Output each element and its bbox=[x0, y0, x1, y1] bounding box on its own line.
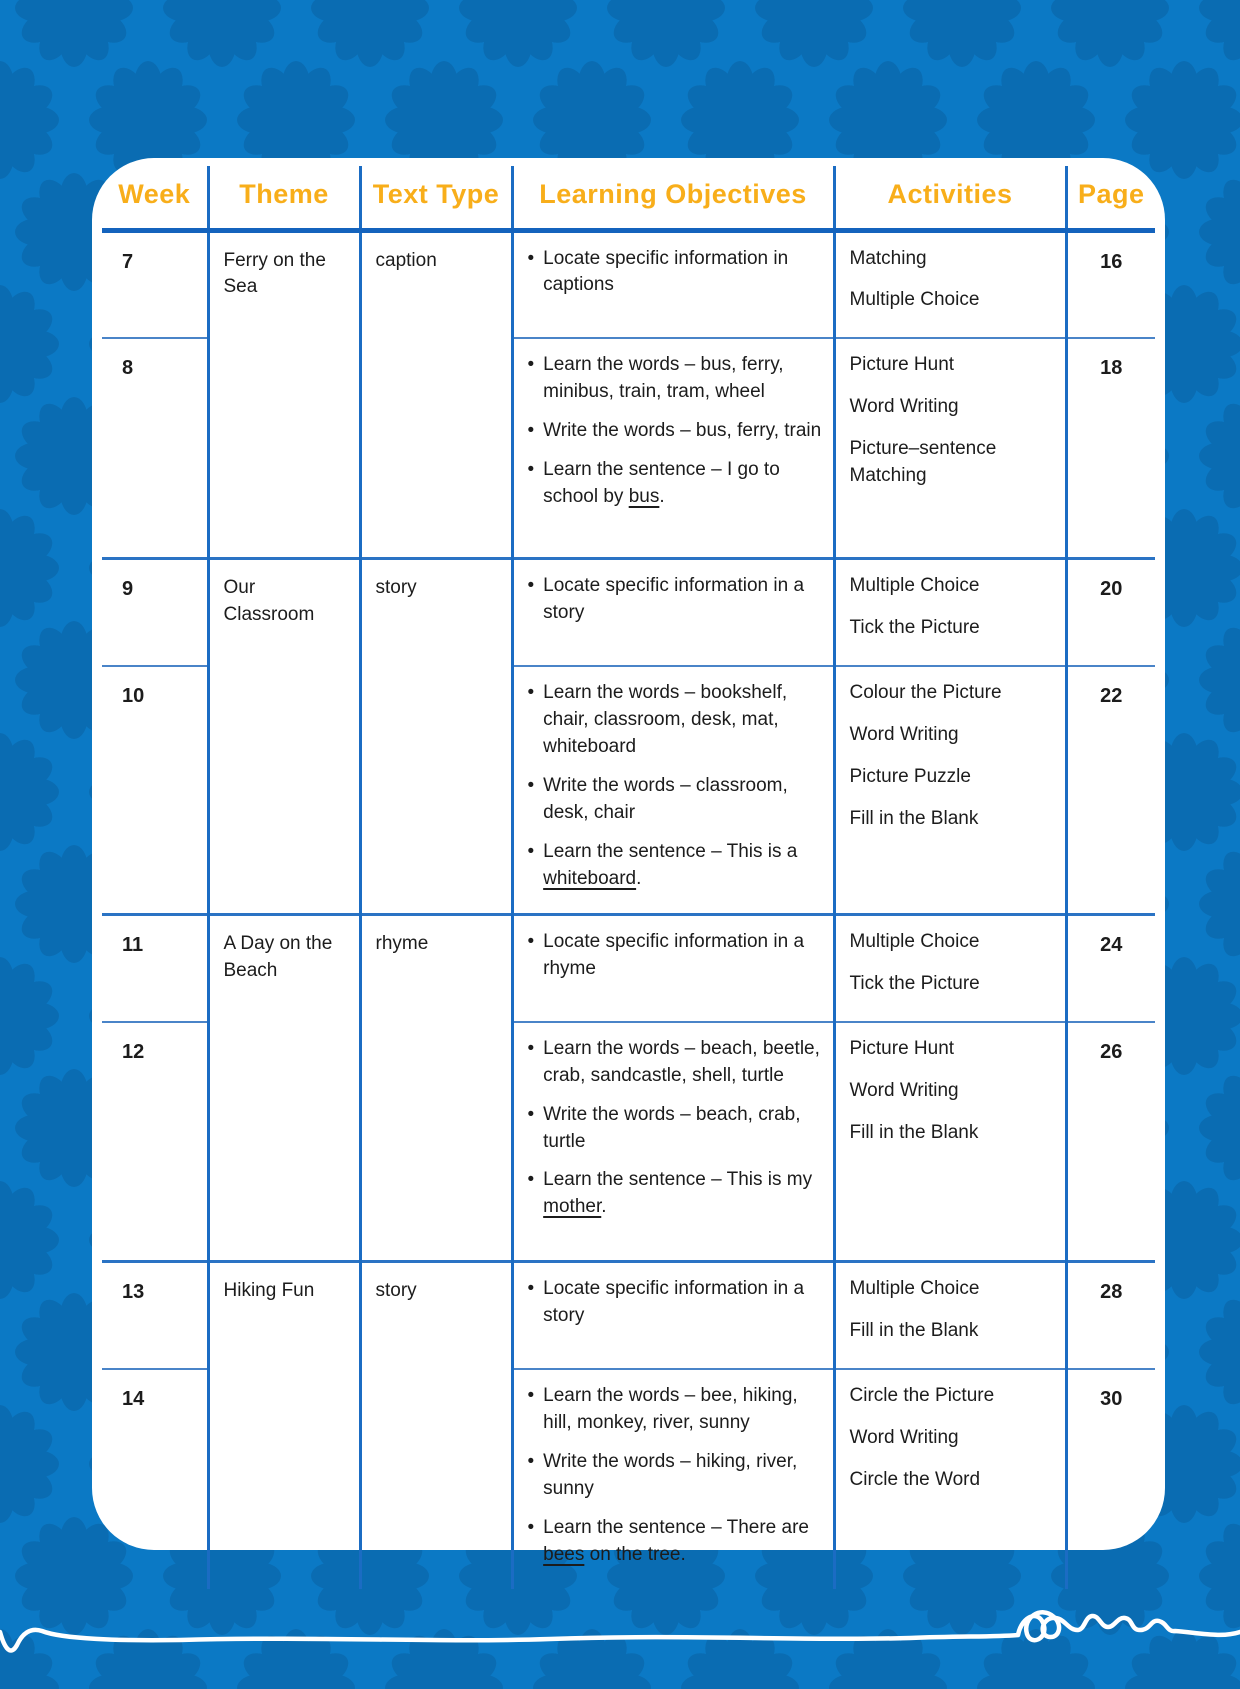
column-header-learning-objectives: Learning Objectives bbox=[512, 166, 834, 230]
objective-segment: Learn the sentence – I go to school by bbox=[543, 459, 780, 508]
objective-text bbox=[543, 457, 824, 511]
bullet-icon: • bbox=[527, 930, 535, 952]
text-type-cell: caption bbox=[360, 230, 512, 558]
column-header-week: Week bbox=[102, 166, 208, 230]
theme-cell: Hiking Fun bbox=[208, 1262, 360, 1589]
table-row-week-9 bbox=[102, 558, 1155, 665]
objective-text bbox=[543, 839, 824, 893]
page-cell: 20 bbox=[1066, 558, 1155, 665]
activity-item: Word Writing bbox=[849, 723, 959, 745]
column-header-activities: Activities bbox=[834, 166, 1066, 230]
objective-item bbox=[528, 1276, 825, 1330]
objectives-cell bbox=[512, 666, 834, 914]
activity-item: Fill in the Blank bbox=[849, 1121, 979, 1143]
objective-item bbox=[528, 680, 825, 761]
activity-item: Multiple Choice bbox=[849, 1278, 980, 1300]
bullet-icon: • bbox=[527, 420, 535, 442]
objective-item bbox=[528, 246, 825, 300]
objective-text bbox=[543, 1167, 824, 1221]
activities-cell bbox=[834, 558, 1066, 665]
objective-text bbox=[543, 929, 824, 983]
activities-cell bbox=[834, 230, 1066, 338]
objective-text bbox=[543, 1036, 824, 1090]
underlined-word: whiteboard bbox=[543, 867, 637, 889]
objective-text bbox=[543, 246, 824, 300]
activity-item: Picture Puzzle bbox=[849, 765, 971, 787]
objective-item bbox=[528, 1102, 825, 1156]
contents-table-card bbox=[92, 158, 1165, 1565]
objective-item bbox=[528, 1167, 825, 1221]
objective-text bbox=[543, 1276, 824, 1330]
week-cell: 13 bbox=[102, 1262, 208, 1369]
decorative-squiggle-line bbox=[0, 1598, 1240, 1688]
activity-item: Tick the Picture bbox=[849, 616, 980, 638]
activities-cell bbox=[834, 1022, 1066, 1262]
bullet-icon: • bbox=[527, 574, 535, 596]
week-cell: 8 bbox=[102, 338, 208, 558]
activity-item: Word Writing bbox=[849, 396, 959, 418]
column-header-page: Page bbox=[1066, 166, 1155, 230]
objective-text bbox=[543, 773, 824, 827]
objective-item bbox=[528, 1036, 825, 1090]
page-cell: 18 bbox=[1066, 338, 1155, 558]
objective-segment: Learn the sentence – This is a bbox=[543, 840, 798, 862]
objective-segment: Learn the sentence – There are bbox=[543, 1516, 809, 1538]
bullet-icon: • bbox=[527, 354, 535, 376]
objective-segment: . bbox=[636, 867, 642, 889]
page-cell: 26 bbox=[1066, 1022, 1155, 1262]
objective-segment: Locate specific information in a story bbox=[543, 574, 805, 623]
objective-segment: . bbox=[659, 486, 665, 508]
theme-cell: Ferry on the Sea bbox=[208, 230, 360, 558]
objective-segment: Learn the words – bee, hiking, hill, monkey, river, sunny bbox=[543, 1385, 798, 1433]
page-cell: 28 bbox=[1066, 1262, 1155, 1369]
week-cell: 9 bbox=[102, 558, 208, 665]
activity-item: Picture Hunt bbox=[849, 1037, 955, 1059]
bullet-icon: • bbox=[527, 247, 535, 269]
activity-item: Picture Hunt bbox=[849, 354, 955, 376]
activity-item: Circle the Word bbox=[849, 1468, 981, 1490]
objective-segment: Write the words – beach, crab, turtle bbox=[543, 1103, 801, 1152]
bullet-icon: • bbox=[527, 1169, 535, 1191]
objective-segment: Learn the words – bus, ferry, minibus, train, tram, wheel bbox=[543, 354, 784, 403]
activity-item: Multiple Choice bbox=[849, 930, 980, 952]
week-cell: 14 bbox=[102, 1369, 208, 1589]
activities-cell bbox=[834, 914, 1066, 1021]
theme-cell: A Day on the Beach bbox=[208, 914, 360, 1261]
objective-item bbox=[528, 418, 825, 445]
activity-item: Fill in the Blank bbox=[849, 807, 979, 829]
objective-segment: Locate specific information in a story bbox=[543, 1278, 805, 1327]
underlined-word: bus bbox=[628, 486, 660, 508]
objective-item bbox=[528, 1449, 825, 1503]
objective-text bbox=[543, 680, 824, 761]
bullet-icon: • bbox=[527, 1450, 535, 1472]
week-cell: 11 bbox=[102, 914, 208, 1021]
page-cell: 24 bbox=[1066, 914, 1155, 1021]
objective-text bbox=[543, 573, 824, 627]
activity-item: Circle the Picture bbox=[849, 1385, 995, 1407]
objective-segment: Locate specific information in captions bbox=[543, 247, 789, 296]
bullet-icon: • bbox=[527, 1278, 535, 1300]
objectives-cell bbox=[512, 1262, 834, 1369]
objective-segment: Locate specific information in a rhyme bbox=[543, 930, 805, 979]
page-cell: 30 bbox=[1066, 1369, 1155, 1589]
activities-cell bbox=[834, 1369, 1066, 1589]
activity-item: Picture–sentence Matching bbox=[849, 438, 997, 487]
text-type-cell: story bbox=[360, 1262, 512, 1589]
activity-item: Matching bbox=[849, 247, 927, 269]
objective-text bbox=[543, 352, 824, 406]
activity-item: Word Writing bbox=[849, 1079, 959, 1101]
objective-item bbox=[528, 929, 825, 983]
objective-item bbox=[528, 1515, 825, 1569]
objective-item bbox=[528, 573, 825, 627]
activity-item: Tick the Picture bbox=[849, 972, 980, 994]
bullet-icon: • bbox=[527, 1516, 535, 1538]
week-cell: 10 bbox=[102, 666, 208, 914]
objective-text bbox=[543, 1515, 824, 1569]
bullet-icon: • bbox=[527, 1385, 535, 1407]
week-cell: 7 bbox=[122, 250, 134, 273]
objective-item bbox=[528, 839, 825, 893]
objective-segment: Learn the sentence – This is my bbox=[543, 1169, 813, 1191]
activities-cell bbox=[834, 666, 1066, 914]
column-header-text-type: Text Type bbox=[360, 166, 512, 230]
objectives-cell bbox=[512, 1022, 834, 1262]
table-row-week-13 bbox=[102, 1262, 1155, 1369]
objective-text bbox=[543, 1449, 824, 1503]
underlined-word: mother bbox=[543, 1196, 602, 1218]
objective-segment: . bbox=[601, 1196, 607, 1218]
activity-item: Fill in the Blank bbox=[849, 1320, 979, 1342]
objectives-cell bbox=[512, 914, 834, 1021]
theme-cell: Our Classroom bbox=[208, 558, 360, 914]
table-header bbox=[102, 166, 1155, 230]
text-type-cell: story bbox=[360, 558, 512, 914]
contents-table bbox=[102, 166, 1155, 1589]
week-cell: 12 bbox=[102, 1022, 208, 1262]
objective-segment: Write the words – hiking, river, sunny bbox=[543, 1450, 798, 1499]
bullet-icon: • bbox=[527, 1037, 535, 1059]
objective-item bbox=[528, 457, 825, 511]
table-row-week-11 bbox=[102, 914, 1155, 1021]
activities-cell bbox=[834, 338, 1066, 558]
objective-item bbox=[528, 1383, 825, 1437]
page-cell: 22 bbox=[1066, 666, 1155, 914]
objective-segment: Write the words – classroom, desk, chair bbox=[543, 774, 788, 823]
text-type-cell: rhyme bbox=[360, 914, 512, 1261]
page-cell: 16 bbox=[1066, 230, 1155, 338]
objectives-cell bbox=[512, 1369, 834, 1589]
objective-segment: Learn the words – bookshelf, chair, classroom, desk, mat, whiteboard bbox=[543, 681, 788, 757]
bullet-icon: • bbox=[527, 774, 535, 796]
bullet-icon: • bbox=[527, 459, 535, 481]
column-header-theme: Theme bbox=[208, 166, 360, 230]
objectives-cell bbox=[512, 558, 834, 665]
bullet-icon: • bbox=[527, 681, 535, 703]
objective-segment: Learn the words – beach, beetle, crab, sandcastle, shell, turtle bbox=[543, 1037, 820, 1086]
objective-text bbox=[543, 1383, 824, 1437]
objective-segment: on the tree. bbox=[584, 1543, 686, 1565]
activity-item: Multiple Choice bbox=[849, 574, 980, 596]
objective-text bbox=[543, 418, 821, 445]
bullet-icon: • bbox=[527, 840, 535, 862]
objective-item bbox=[528, 352, 825, 406]
table-row-week-7 bbox=[102, 230, 1155, 338]
objective-segment: Write the words – bus, ferry, train bbox=[543, 420, 822, 442]
activity-item: Multiple Choice bbox=[849, 289, 980, 311]
objective-item bbox=[528, 773, 825, 827]
activities-cell bbox=[834, 1262, 1066, 1369]
activity-item: Colour the Picture bbox=[849, 681, 1002, 703]
objectives-cell bbox=[512, 338, 834, 558]
objectives-cell bbox=[512, 230, 834, 338]
underlined-word: bees bbox=[543, 1543, 585, 1565]
activity-item: Word Writing bbox=[849, 1427, 959, 1448]
bullet-icon: • bbox=[527, 1103, 535, 1125]
objective-text bbox=[543, 1102, 824, 1156]
